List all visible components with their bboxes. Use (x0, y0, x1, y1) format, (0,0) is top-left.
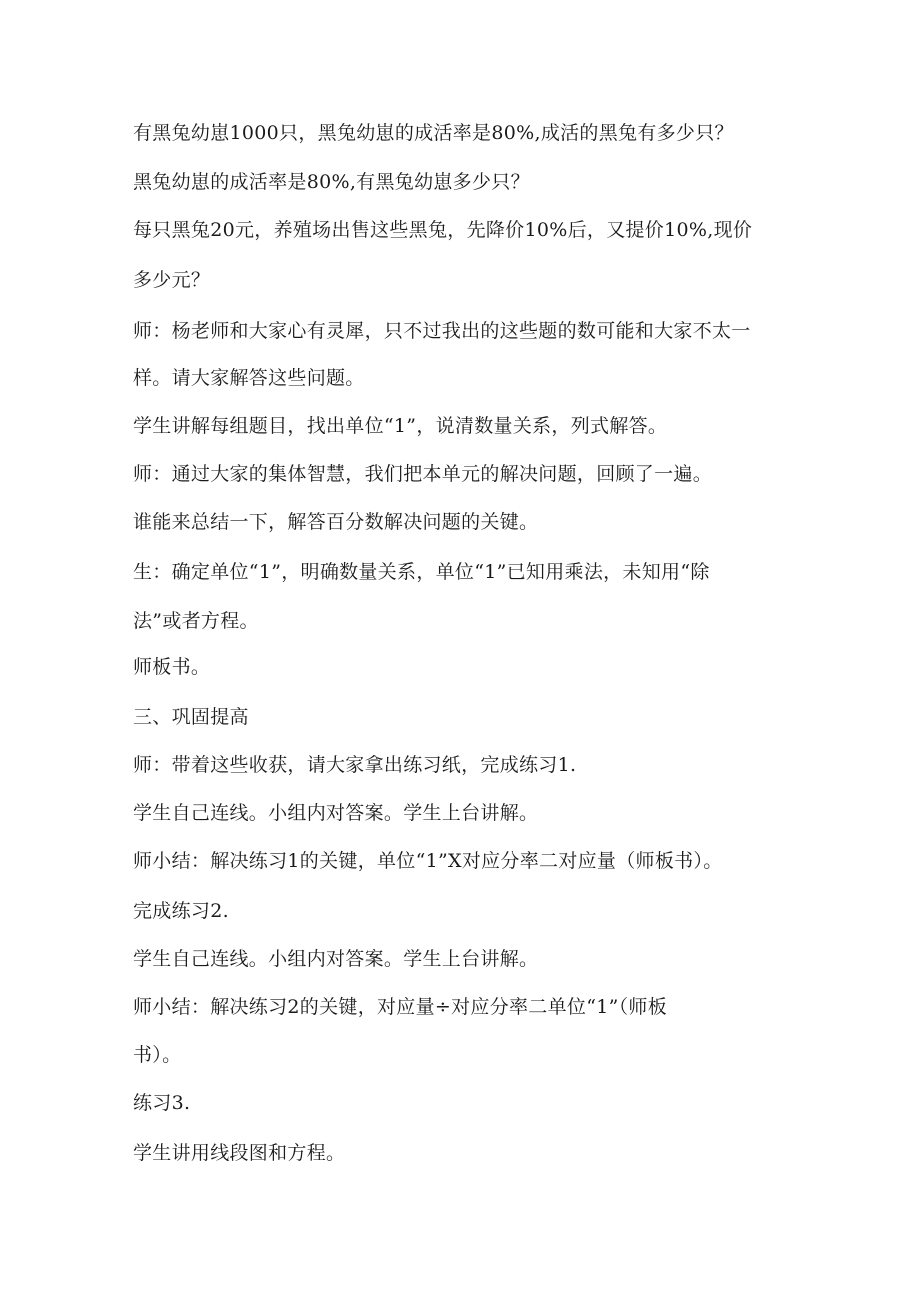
text-line: 多少元？ (133, 269, 211, 291)
text-line: 完成练习2. (133, 900, 229, 922)
text-line: 黑兔幼崽的成活率是80%,有黑兔幼崽多少只？ (133, 171, 530, 193)
text-line: 师：通过大家的集体智慧，我们把本单元的解决问题，回顾了一遍。 (133, 463, 713, 485)
text-line: 生：确定单位“1”，明确数量关系，单位“1”已知用乘法，未知用“除 (133, 561, 710, 583)
text-line: 学生自己连线。小组内对答案。学生上台讲解。 (133, 948, 539, 970)
text-line: 师：杨老师和大家心有灵犀，只不过我出的这些题的数可能和大家不太一 (133, 320, 751, 342)
text-line: 学生自己连线。小组内对答案。学生上台讲解。 (133, 802, 539, 824)
text-line: 学生讲用线段图和方程。 (133, 1142, 346, 1164)
text-line: 师小结：解决练习1的关键，单位“1”X对应分率二对应量（师板书）。 (133, 850, 723, 872)
text-line: 师小结：解决练习2的关键，对应量÷对应分率二单位“1”（师板 (133, 996, 668, 1018)
text-line: 练习3. (133, 1092, 191, 1114)
text-line: 每只黑兔20元，养殖场出售这些黑兔，先降价10%后，又提价10%,现价 (133, 219, 753, 241)
text-line: 师板书。 (133, 656, 211, 678)
text-line: 学生讲解每组题目，找出单位“1”，说清数量关系，列式解答。 (133, 415, 668, 437)
text-line: 师：带着这些收获，请大家拿出练习纸，完成练习1. (133, 754, 577, 776)
text-line: 谁能来总结一下，解答百分数解决问题的关键。 (133, 511, 539, 533)
text-line: 法”或者方程。 (133, 610, 259, 632)
text-line: 书）。 (133, 1044, 182, 1066)
text-line: 样。请大家解答这些问题。 (133, 367, 365, 389)
text-line: 有黑兔幼崽1000只，黑兔幼崽的成活率是80%,成活的黑兔有多少只？ (133, 122, 734, 144)
section-heading: 三、巩固提高 (133, 706, 249, 728)
